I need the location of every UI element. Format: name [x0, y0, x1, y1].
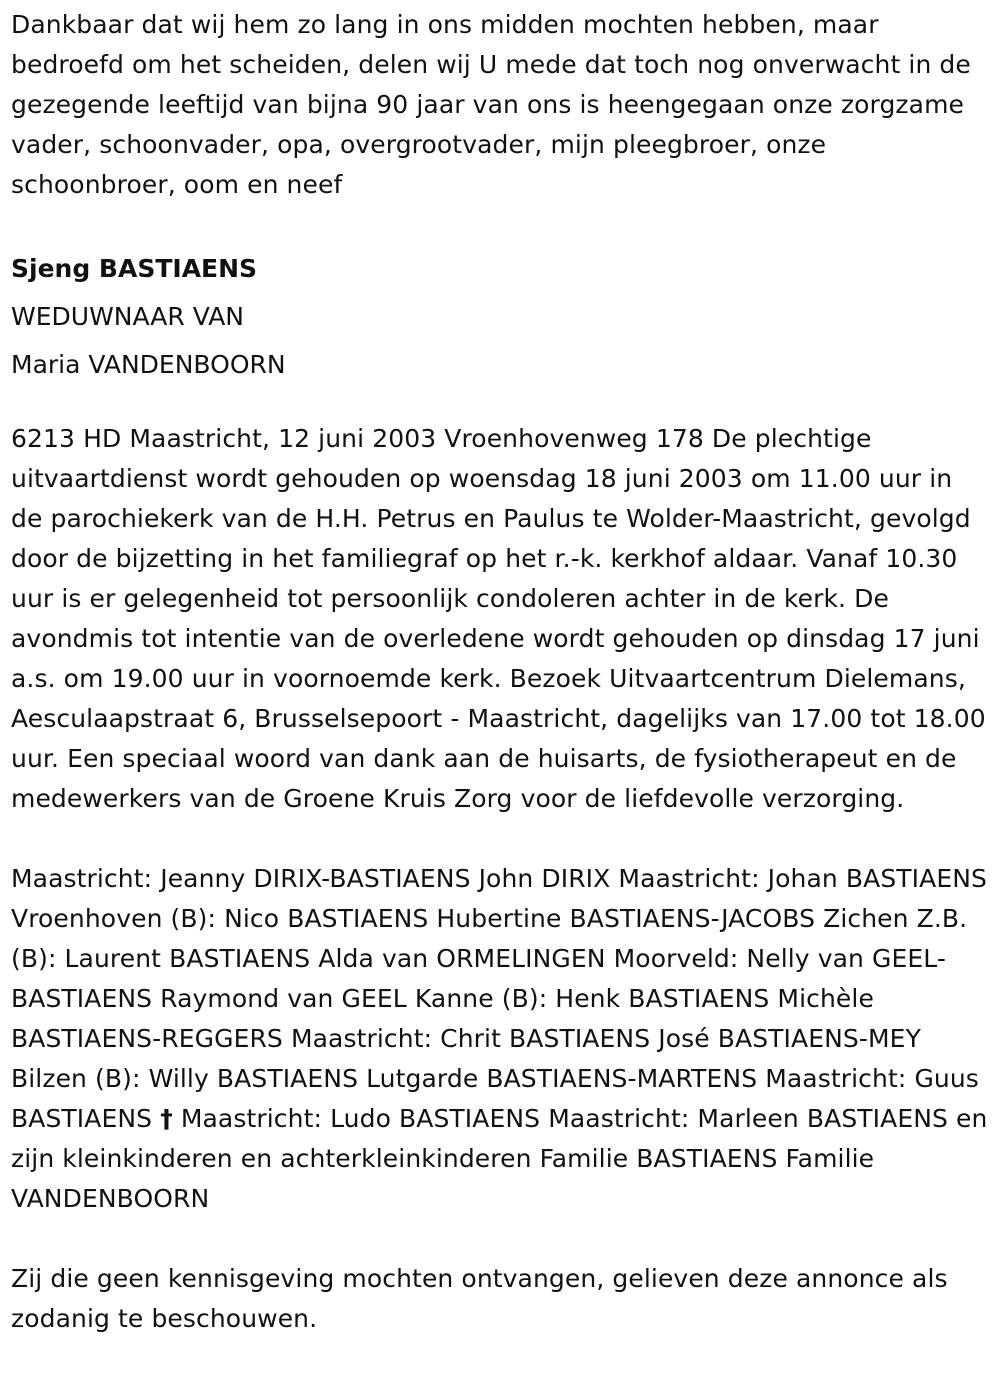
spacer — [11, 205, 991, 245]
spacer — [11, 1219, 991, 1259]
family-list-part1: Maastricht: Jeanny DIRIX-BASTIAENS John DIRIX Maastricht: Johan BASTIAENS Vroenhoven (B): Nico BASTIAENS Hubertine BASTIAENS-JACOBS Zichen Z.B. (B): Laurent BASTIAENS Alda van ORMELINGEN Moorveld: Nelly van GEEL-BASTIAENS Raymond van GEEL Kanne (B): Henk BASTIAENS Michèle BASTIAENS-REGGERS Maastricht: Chrit BASTIAENS José BASTIAENS-MEY Bilzen (B): Willy BASTIAENS Lutgarde BASTIAENS-MARTENS Maastricht: Guus BASTIAENS — [11, 864, 988, 1133]
obituary-notice — [11, 5, 991, 1339]
family-paragraph — [11, 859, 991, 1219]
deceased-block — [11, 245, 991, 389]
service-details-paragraph: 6213 HD Maastricht, 12 juni 2003 Vroenhovenweg 178 De plechtige uitvaartdienst wordt gehouden op woensdag 18 juni 2003 om 11.00 uur in de parochiekerk van de H.H. Petrus en Paulus te Wolder-Maastricht, gevolgd door de bijzetting in het familiegraf op het r.-k. kerkhof aldaar. Vanaf 10.30 uur is er gelegenheid tot persoonlijk condoleren achter in de kerk. De avondmis tot intentie van de overledene wordt gehouden op dinsdag 17 juni a.s. om 19.00 uur in voornoemde kerk. Bezoek Uitvaartcentrum Dielemans, Aesculaapstraat 6, Brusselsepoort - Maastricht, dagelijks van 17.00 tot 18.00 uur. Een speciaal woord van dank aan de huisarts, de fysiotherapeut en de medewerkers van de Groene Kruis Zorg voor de liefdevolle verzorging. — [11, 424, 986, 813]
widower-label: WEDUWNAAR VAN — [11, 302, 245, 331]
cross-icon: † — [160, 1104, 173, 1133]
spouse-name: Maria VANDENBOORN — [11, 350, 286, 379]
family-list-part2: Maastricht: Ludo BASTIAENS Maastricht: Marleen BASTIAENS en zijn kleinkinderen en achterkleinkinderen Familie BASTIAENS Familie VANDENBOORN — [11, 1104, 988, 1213]
spacer — [11, 389, 991, 419]
closing-paragraph: Zij die geen kennisgeving mochten ontvangen, gelieven deze annonce als zodanig te beschouwen. — [11, 1264, 948, 1333]
deceased-name: Sjeng BASTIAENS — [11, 254, 258, 283]
intro-paragraph: Dankbaar dat wij hem zo lang in ons midden mochten hebben, maar bedroefd om het scheiden, delen wij U mede dat toch nog onverwacht in de gezegende leeftijd van bijna 90 jaar van ons is heengegaan onze zorgzame vader, schoonvader, opa, overgrootvader, mijn pleegbroer, onze schoonbroer, oom en neef — [11, 10, 971, 199]
spacer — [11, 819, 991, 859]
